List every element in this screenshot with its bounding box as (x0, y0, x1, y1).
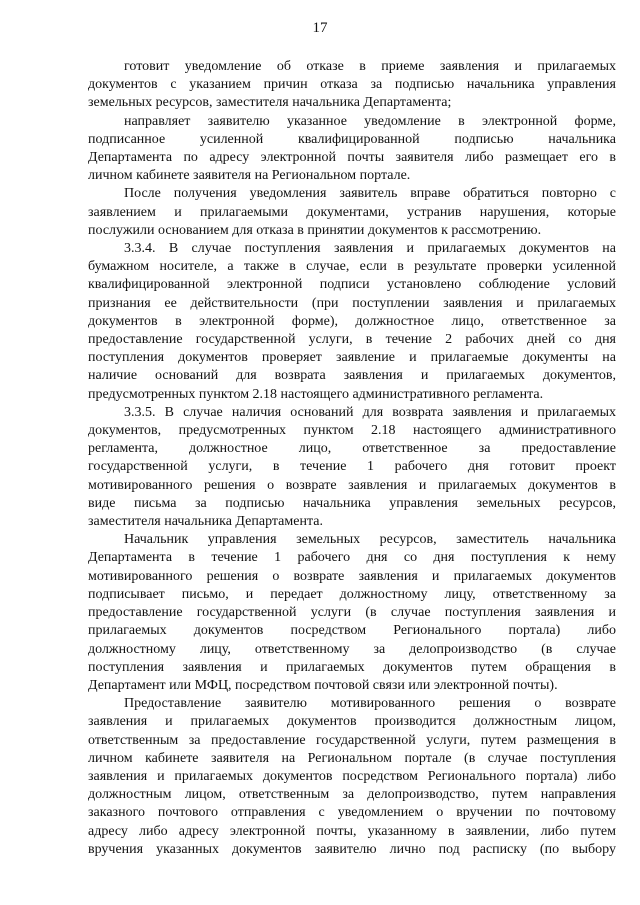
text-line: документов, предусмотренных пунктом 2.18 настоящего административного (88, 423, 616, 439)
text-line: документов с указанием причин отказа за подписью начальника управления (88, 77, 616, 93)
text-line: личном кабинете заявителя на Региональном портале (в случае поступления (88, 750, 616, 766)
text-line: послужили основанием для отказа в принятии документов к рассмотрению. (88, 222, 542, 238)
text-line: Департамента в течение 1 рабочего дня со дня поступления к нему (88, 550, 616, 566)
text-line: 3.3.5. В случае наличия оснований для возврата заявления и прилагаемых (124, 404, 616, 420)
text-line: заместителя начальника Департамента. (88, 514, 323, 530)
text-line: квалифицированной электронной подписи установлено соблюдение условий (88, 277, 616, 293)
paragraph (88, 531, 616, 695)
text-line: адресу либо адресу электронной почты, указанному в заявлении, либо путем (88, 823, 616, 839)
text-line: предоставление государственной услуги (в случае поступления заявления и (88, 605, 616, 621)
text-line: ответственным за предоставление государственной услуги, путем размещения в (88, 732, 616, 748)
text-line: направляет заявителю указанное уведомление в электронной форме, (124, 113, 616, 129)
text-line: поступления заявления и прилагаемых документов путем обращения в (88, 659, 616, 675)
text-line: После получения уведомления заявитель вправе обратиться повторно с (124, 186, 616, 202)
text-line: земельных ресурсов, заместителя начальника Департамента; (88, 95, 452, 111)
text-line: заявлением и прилагаемыми документами, устранив нарушения, которые (88, 204, 616, 220)
text-line: предоставление государственной услуги, в течение 2 рабочих дней со дня (88, 332, 616, 348)
text-line: регламента, должностное лицо, ответственное за предоставление (88, 441, 616, 457)
text-line: Предоставление заявителю мотивированного решения о возврате (124, 696, 616, 712)
paragraph (88, 695, 616, 859)
text-line: мотивированного решения о возврате заявления и прилагаемых документов (88, 568, 616, 584)
paragraph (88, 113, 616, 186)
text-line: заявления и прилагаемых документов производится должностным лицом, (88, 714, 616, 730)
text-line: признания ее действительности (при поступлении заявления и прилагаемых (88, 295, 616, 311)
text-line: виде письма за подписью начальника управления земельных ресурсов, (88, 495, 616, 511)
text-line: заказного почтового отправления с уведомлением о вручении по почтовому (88, 805, 616, 821)
paragraph (88, 404, 616, 531)
paragraph (88, 58, 616, 113)
text-line: бумажном носителе, а также в случае, если в результате проверки усиленной (88, 259, 616, 275)
text-line: готовит уведомление об отказе в приеме заявления и прилагаемых (124, 59, 616, 74)
text-line: подписанное усиленной квалифицированной подписью начальника (88, 131, 616, 147)
text-line: заявления и прилагаемых документов посредством Регионального портала) либо (88, 768, 616, 784)
text-line: прилагаемых документов посредством Регионального портала) либо (88, 623, 616, 639)
text-line: должностным лицом, ответственным за делопроизводство, путем направления (88, 787, 616, 803)
document-body (88, 58, 616, 859)
text-line: предусмотренных пунктом 2.18 настоящего административного регламента. (88, 386, 544, 402)
page-number: 17 (312, 20, 328, 36)
text-line: подписывает письмо, и передает должностному лицу, ответственному за (88, 586, 616, 602)
text-line: 3.3.4. В случае поступления заявления и прилагаемых документов на (124, 241, 616, 257)
paragraph (88, 240, 616, 404)
text-line: Начальник управления земельных ресурсов, заместитель начальника (124, 532, 616, 548)
text-line: мотивированного решения о возврате заявления и прилагаемых документов в (88, 477, 616, 493)
text-line: вручения указанных документов заявителю лично под расписку (по выбору (88, 841, 616, 857)
text-line: Департамент или МФЦ, посредством почтовой связи или электронной почты). (88, 677, 558, 693)
text-line: государственной услуги, в течение 1 рабочего дня готовит проект (88, 459, 616, 475)
text-line: личном кабинете заявителя на Региональном портале. (88, 168, 411, 184)
text-line: должностному лицу, ответственному за делопроизводство (в случае (88, 641, 616, 657)
text-line: поступления документов проверяет заявление и прилагаемые документы на (88, 350, 616, 366)
paragraph (88, 185, 616, 240)
text-line: наличие оснований для возврата заявления и прилагаемых документов, (88, 368, 616, 384)
text-line: документов в электронной форме), должностное лицо, ответственное за (88, 313, 616, 329)
text-line: Департамента по адресу электронной почты заявителя либо размещает его в (88, 150, 616, 166)
